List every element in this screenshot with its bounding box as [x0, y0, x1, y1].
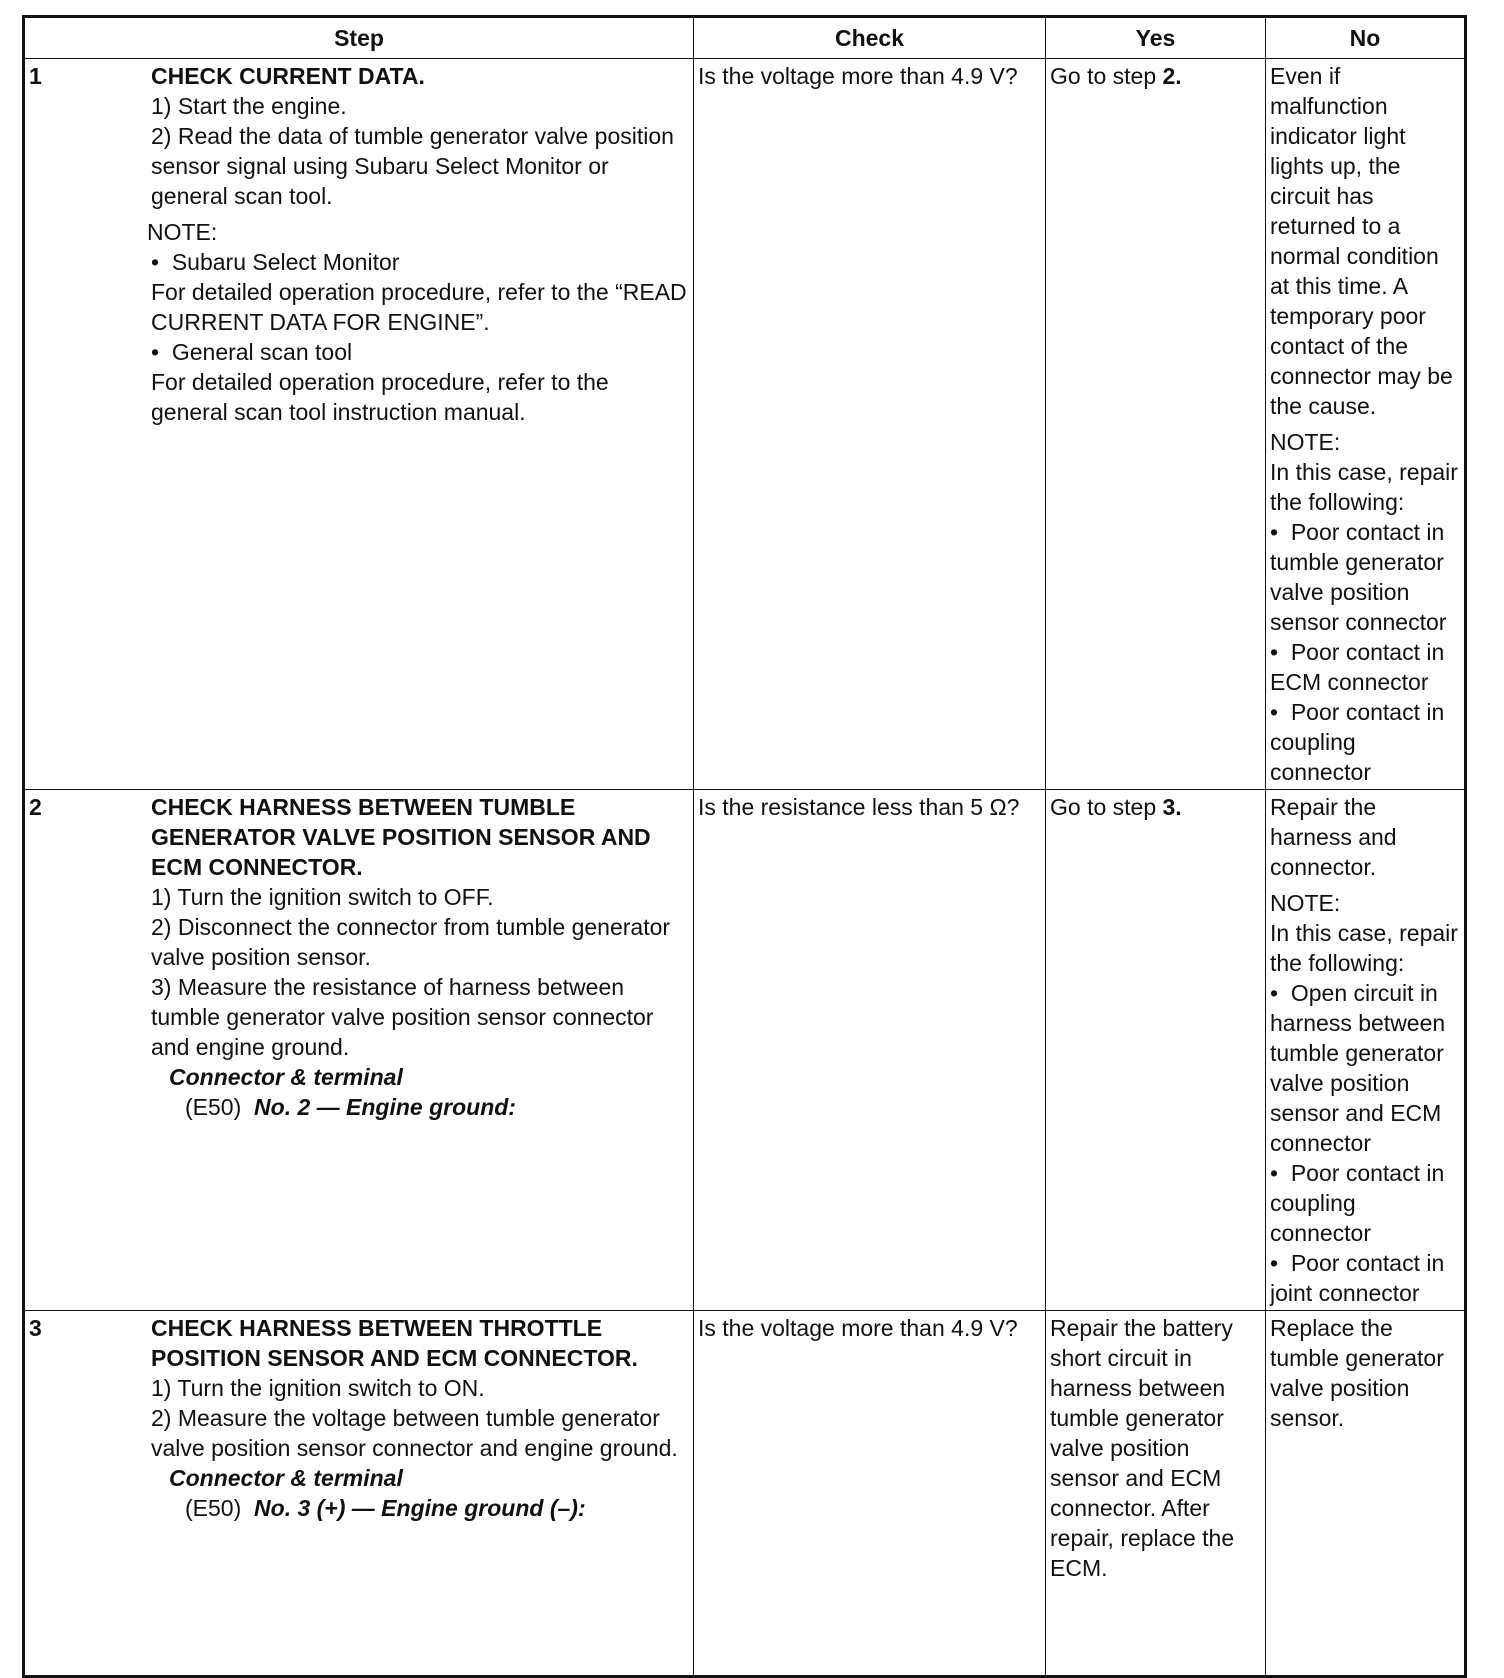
- header-step: Step: [24, 17, 694, 59]
- connector-terms: No. 3 (+) — Engine ground (–):: [254, 1495, 586, 1521]
- header-yes: Yes: [1046, 17, 1266, 59]
- no-cell: [1266, 59, 1466, 790]
- no-item: • Poor contact in coupling connector: [1270, 1158, 1460, 1248]
- yes-step-ref: 3.: [1162, 794, 1182, 820]
- check-cell: Is the resistance less than 5 Ω?: [694, 790, 1046, 1311]
- no-item: • Poor contact in joint connector: [1270, 1248, 1460, 1308]
- step-title: CHECK CURRENT DATA.: [151, 63, 425, 89]
- step-cell: [24, 790, 694, 1311]
- no-note-label: NOTE:: [1270, 890, 1341, 916]
- connector-terminal: [185, 1092, 689, 1122]
- step-line: 1) Start the engine.: [151, 93, 347, 119]
- check-cell: Is the voltage more than 4.9 V?: [694, 59, 1046, 790]
- header-no: No: [1266, 17, 1466, 59]
- connector-code: (E50): [185, 1094, 242, 1120]
- connector-terms: No. 2 — Engine ground:: [254, 1094, 516, 1120]
- step-cell: [24, 59, 694, 790]
- no-text: Repair the harness and connector.: [1270, 794, 1397, 880]
- header-check: Check: [694, 17, 1046, 59]
- step-title: CHECK HARNESS BETWEEN THROTTLE POSITION SENSOR AND ECM CONNECTOR.: [151, 1315, 638, 1371]
- no-item: • Poor contact in tumble generator valve position sensor connector: [1270, 517, 1460, 637]
- step-line: 2) Read the data of tumble generator valve position sensor signal using Subaru Select Monitor or general scan tool.: [151, 123, 674, 209]
- connector-label: Connector & terminal: [169, 1465, 403, 1491]
- connector-code: (E50): [185, 1495, 242, 1521]
- step-line: 2) Disconnect the connector from tumble generator valve position sensor.: [151, 914, 671, 970]
- yes-prefix: Go to step: [1050, 63, 1163, 89]
- step-line: 1) Turn the ignition switch to ON.: [151, 1375, 485, 1401]
- note-text: For detailed operation procedure, refer to the general scan tool instruction manual.: [151, 369, 609, 425]
- step-number: 2: [29, 794, 42, 820]
- table-row: [24, 790, 1466, 1311]
- table-row: [24, 1311, 1466, 1677]
- table-row: [24, 59, 1466, 790]
- step-cell: [24, 1311, 694, 1677]
- step-number: 1: [29, 63, 42, 89]
- connector-label: Connector & terminal: [169, 1064, 403, 1090]
- check-cell: Is the voltage more than 4.9 V?: [694, 1311, 1046, 1677]
- yes-cell: Repair the battery short circuit in harness between tumble generator valve position sensor and ECM connector. After repair, replace the ECM.: [1046, 1311, 1266, 1677]
- no-item: • Poor contact in ECM connector: [1270, 637, 1460, 697]
- no-cell: Replace the tumble generator valve position sensor.: [1266, 1311, 1466, 1677]
- note-bullet: • General scan tool: [151, 337, 689, 367]
- note-text: For detailed operation procedure, refer to the “READ CURRENT DATA FOR ENGINE”.: [151, 279, 687, 335]
- no-item: • Poor contact in coupling connector: [1270, 697, 1460, 787]
- no-note-label: NOTE:: [1270, 429, 1341, 455]
- connector-terminal: [185, 1493, 689, 1523]
- diagnostic-procedure-table: [22, 15, 1467, 1678]
- yes-cell: [1046, 790, 1266, 1311]
- no-note-intro: In this case, repair the following:: [1270, 920, 1458, 976]
- yes-step-ref: 2.: [1162, 63, 1182, 89]
- step-number: 3: [29, 1315, 42, 1341]
- yes-cell: [1046, 59, 1266, 790]
- step-title: CHECK HARNESS BETWEEN TUMBLE GENERATOR VALVE POSITION SENSOR AND ECM CONNECTOR.: [151, 794, 651, 880]
- no-text: Even if malfunction indicator light lights up, the circuit has returned to a normal condition at this time. A temporary poor contact of the connector may be the cause.: [1270, 63, 1453, 419]
- note-label: NOTE:: [147, 219, 218, 245]
- no-item: • Open circuit in harness between tumble generator valve position sensor and ECM connector: [1270, 978, 1460, 1158]
- step-line: 2) Measure the voltage between tumble generator valve position sensor connector and engine ground.: [151, 1405, 678, 1461]
- yes-prefix: Go to step: [1050, 794, 1163, 820]
- step-line: 1) Turn the ignition switch to OFF.: [151, 884, 494, 910]
- step-line: 3) Measure the resistance of harness between tumble generator valve position sensor connector and engine ground.: [151, 974, 654, 1060]
- note-bullet: • Subaru Select Monitor: [151, 247, 689, 277]
- no-note-intro: In this case, repair the following:: [1270, 459, 1458, 515]
- header-row: [24, 17, 1466, 59]
- no-cell: [1266, 790, 1466, 1311]
